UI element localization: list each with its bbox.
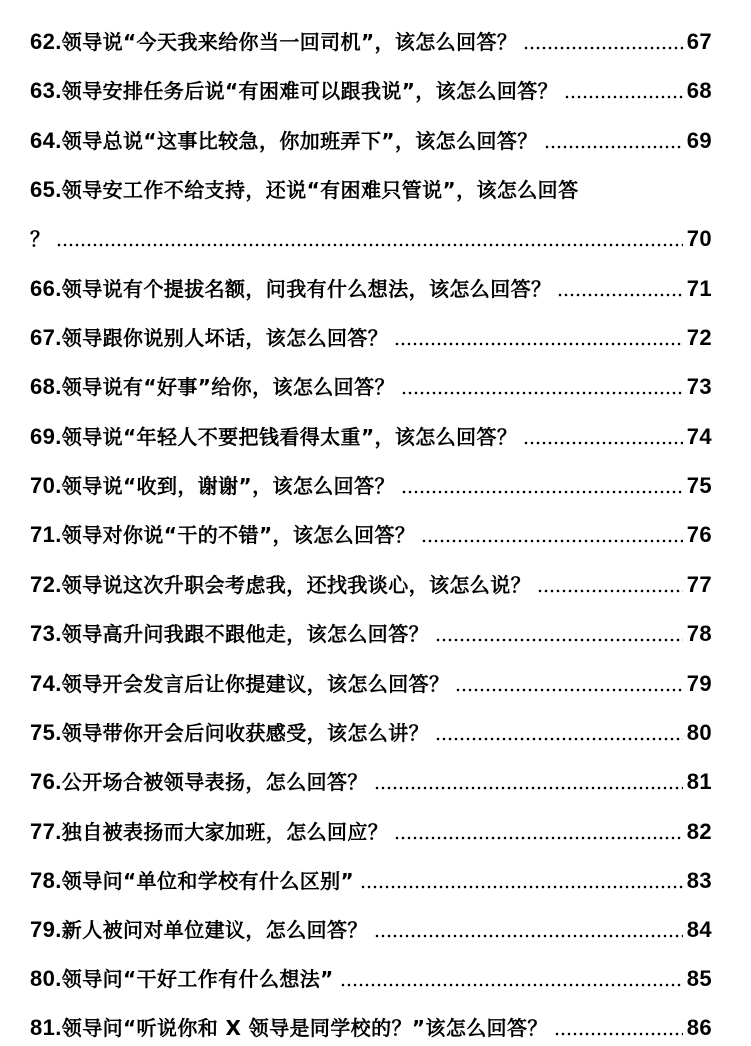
- dot-leader: [435, 737, 683, 741]
- dot-leader: [554, 1032, 683, 1036]
- toc-entry[interactable]: [30, 18, 712, 54]
- entry-title: 领导安工作不给支持，还说“有困难只管说”，该怎么回答: [61, 178, 579, 202]
- entry-title: 领导说“年轻人不要把钱看得太重”，该怎么回答？: [61, 425, 518, 449]
- toc-entry[interactable]: [30, 265, 712, 301]
- entry-page-number: 71: [686, 276, 712, 301]
- entry-page-number: 81: [686, 769, 712, 794]
- toc-entry[interactable]: [30, 511, 712, 547]
- dot-leader: [394, 342, 683, 346]
- entry-page-number: 67: [686, 29, 712, 54]
- entry-number: 75.: [30, 720, 62, 745]
- entry-number: 64.: [30, 128, 62, 153]
- entry-number: 78.: [30, 868, 62, 893]
- entry-number: 63.: [30, 78, 62, 103]
- entry-page-number: 78: [686, 621, 712, 646]
- toc-entry[interactable]: [30, 363, 712, 399]
- toc-entry[interactable]: [30, 660, 712, 696]
- dot-leader: [374, 934, 683, 938]
- toc-entry[interactable]: [30, 561, 712, 597]
- entry-number: 66.: [30, 276, 62, 301]
- entry-page-number: 68: [686, 78, 712, 103]
- entry-number: 68.: [30, 374, 62, 399]
- entry-number: 71.: [30, 522, 62, 547]
- entry-title-continuation: ？: [30, 227, 51, 251]
- entry-title: 领导问“干好工作有什么想法”: [61, 967, 334, 991]
- entry-title: 领导说这次升职会考虑我，还找我谈心，该怎么说？: [61, 573, 531, 597]
- dot-leader: [360, 885, 683, 889]
- entry-title: 领导安排任务后说“有困难可以跟我说”，该怎么回答？: [61, 79, 559, 103]
- entry-page-number: 79: [686, 671, 712, 696]
- dot-leader: [537, 589, 683, 593]
- dot-leader: [374, 786, 683, 790]
- entry-title: 领导高升问我跟不跟他走，该怎么回答？: [61, 622, 429, 646]
- entry-title: 领导带你开会后问收获感受，该怎么讲？: [61, 721, 429, 745]
- entry-title: 领导说有个提拔名额，问我有什么想法，该怎么回答？: [61, 277, 552, 301]
- entry-title: 领导问“单位和学校有什么区别”: [61, 869, 355, 893]
- dot-leader: [394, 836, 683, 840]
- toc-entry[interactable]: [30, 166, 712, 202]
- toc-entry[interactable]: [30, 758, 712, 794]
- toc-entry[interactable]: [30, 1004, 712, 1040]
- toc-entry[interactable]: [30, 462, 712, 498]
- entry-number: 77.: [30, 819, 62, 844]
- entry-title: 公开场合被领导表扬，怎么回答？: [61, 770, 368, 794]
- entry-page-number: 73: [686, 374, 712, 399]
- entry-number: 79.: [30, 917, 62, 942]
- entry-page-number: 69: [686, 128, 712, 153]
- entry-title: 领导对你说“干的不错”，该怎么回答？: [61, 523, 416, 547]
- entry-page-number: 76: [686, 522, 712, 547]
- entry-page-number: 80: [686, 720, 712, 745]
- dot-leader: [523, 441, 682, 445]
- dot-leader: [401, 391, 683, 395]
- entry-page-number: 86: [686, 1015, 712, 1040]
- entry-number: 69.: [30, 424, 62, 449]
- dot-leader: [557, 293, 682, 297]
- entry-page-number: 83: [686, 868, 712, 893]
- entry-number: 80.: [30, 966, 62, 991]
- toc-entry[interactable]: [30, 314, 712, 350]
- entry-title: 领导问“听说你和 X 领导是同学校的？”该怎么回答？: [61, 1016, 548, 1040]
- entry-page-number: 75: [686, 473, 712, 498]
- toc-entry-continuation[interactable]: [30, 215, 712, 251]
- entry-number: 70.: [30, 473, 62, 498]
- entry-number: 65.: [30, 177, 62, 202]
- toc-entry[interactable]: [30, 709, 712, 745]
- entry-page-number: 74: [686, 424, 712, 449]
- dot-leader: [564, 95, 683, 99]
- dot-leader: [435, 638, 683, 642]
- entry-title: 独自被表扬而大家加班，怎么回应？: [61, 820, 389, 844]
- toc-entry[interactable]: [30, 857, 712, 893]
- entry-number: 74.: [30, 671, 62, 696]
- dot-leader: [523, 46, 682, 50]
- toc-entry[interactable]: [30, 955, 712, 991]
- entry-title: 领导跟你说别人坏话，该怎么回答？: [61, 326, 389, 350]
- entry-page-number: 77: [686, 572, 712, 597]
- entry-page-number: 82: [686, 819, 712, 844]
- toc-entry[interactable]: [30, 67, 712, 103]
- toc-entry[interactable]: [30, 610, 712, 646]
- dot-leader: [56, 243, 682, 247]
- entry-number: 76.: [30, 769, 62, 794]
- dot-leader: [340, 983, 683, 987]
- entry-page-number: 70: [686, 226, 712, 251]
- toc-entry[interactable]: [30, 906, 712, 942]
- entry-number: 62.: [30, 29, 62, 54]
- entry-number: 67.: [30, 325, 62, 350]
- entry-title: 领导说有“好事”给你，该怎么回答？: [61, 375, 395, 399]
- dot-leader: [401, 490, 683, 494]
- entry-page-number: 84: [686, 917, 712, 942]
- toc-entry[interactable]: [30, 117, 712, 153]
- entry-page-number: 72: [686, 325, 712, 350]
- entry-title: 领导开会发言后让你提建议，该怎么回答？: [61, 672, 450, 696]
- toc-entry[interactable]: [30, 808, 712, 844]
- entry-title: 领导总说“这事比较急，你加班弄下”，该怎么回答？: [61, 129, 538, 153]
- entry-title: 新人被问对单位建议，怎么回答？: [61, 918, 368, 942]
- entry-number: 72.: [30, 572, 62, 597]
- dot-leader: [421, 539, 682, 543]
- entry-number: 81.: [30, 1015, 62, 1040]
- entry-title: 领导说“收到，谢谢”，该怎么回答？: [61, 474, 395, 498]
- entry-number: 73.: [30, 621, 62, 646]
- dot-leader: [455, 688, 682, 692]
- entry-page-number: 85: [686, 966, 712, 991]
- entry-title: 领导说“今天我来给你当一回司机”，该怎么回答？: [61, 30, 518, 54]
- dot-leader: [544, 145, 683, 149]
- toc-entry[interactable]: [30, 413, 712, 449]
